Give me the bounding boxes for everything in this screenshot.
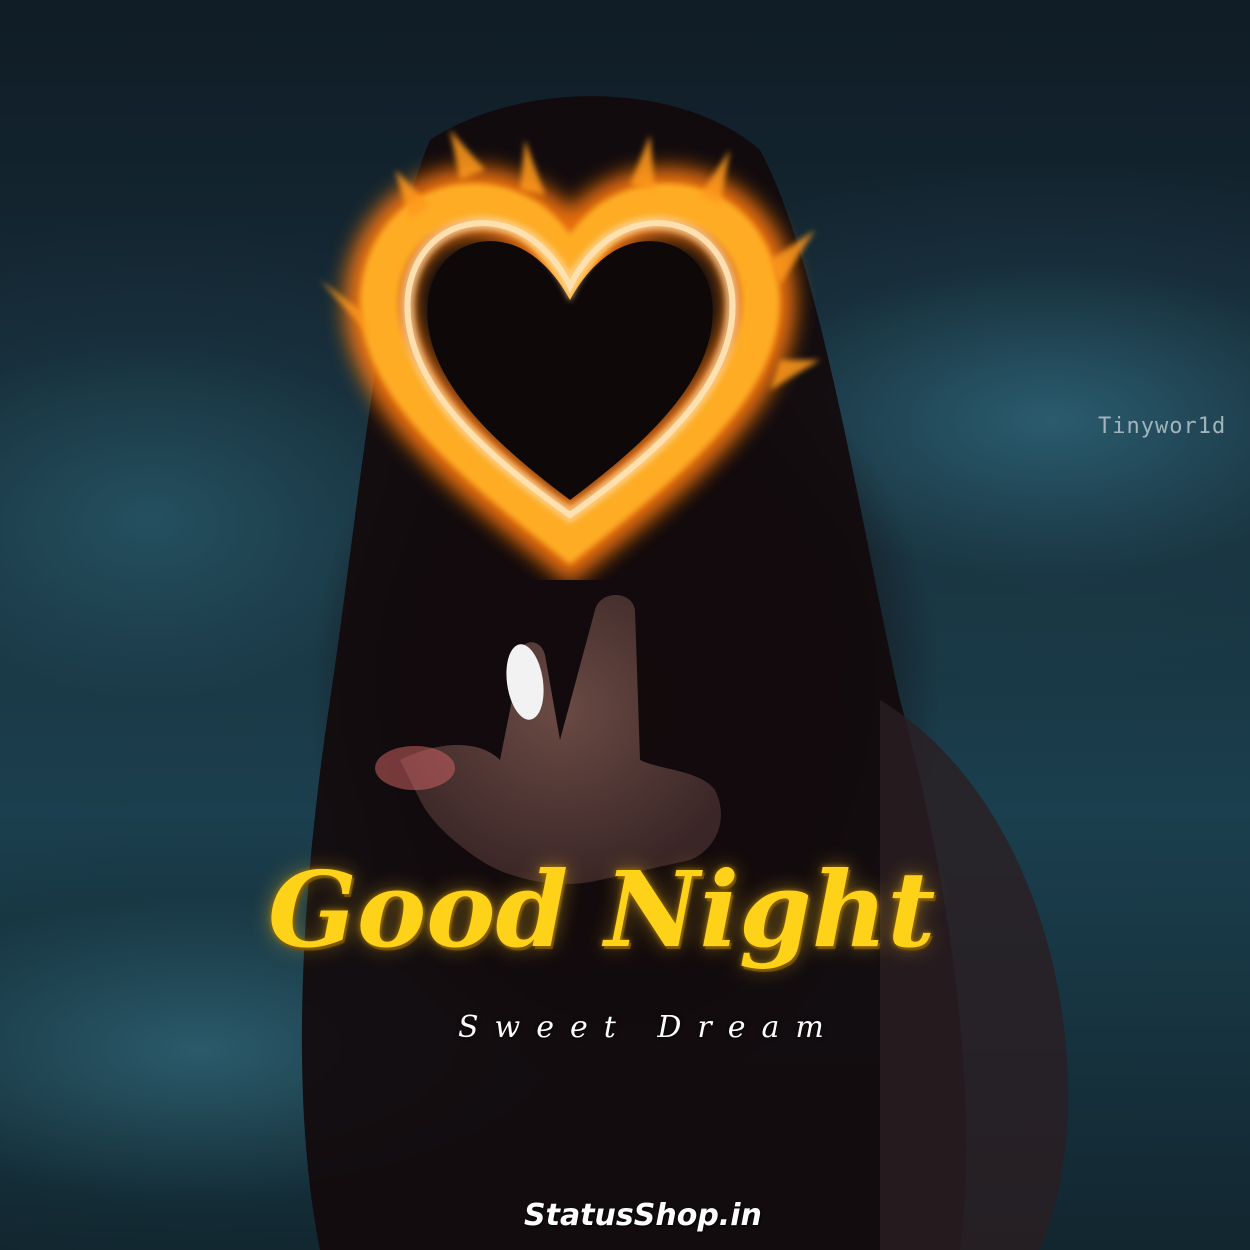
title-good-night: Good Night bbox=[268, 848, 936, 971]
watermark-text: Tinywor1d bbox=[1098, 414, 1227, 439]
subtitle-sweet-dream: Sweet Dream bbox=[458, 1010, 840, 1045]
flaming-heart-icon bbox=[300, 110, 840, 580]
brand-watermark: StatusShop.in bbox=[524, 1198, 762, 1233]
